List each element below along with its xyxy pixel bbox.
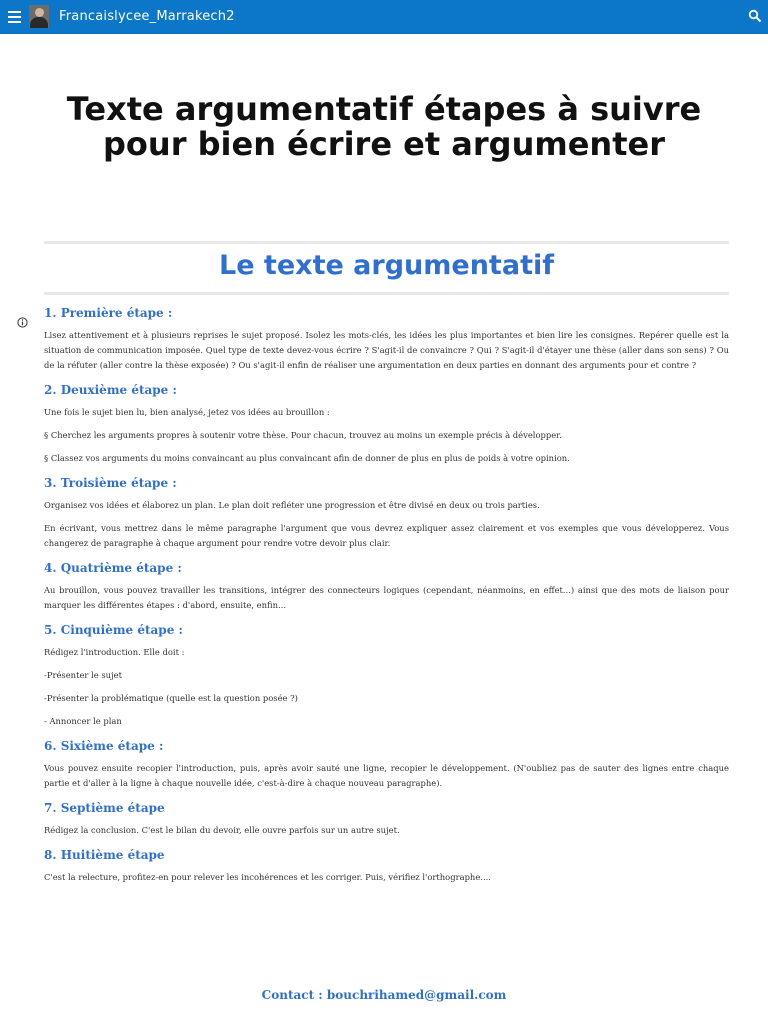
contact-email-link[interactable]: Contact : bouchrihamed@gmail.com	[261, 988, 507, 1002]
step-6-paragraph-1: Vous pouvez ensuite recopier l'introduction, puis, après avoir sauté une ligne, recopier le développement. (N'oubliez pas de sauter des lignes entre chaque partie et d'aller à la ligne à chaque nouvelle idée, c'est-à-dire à chaque nouveau paragraphe).	[44, 763, 729, 788]
step-4-title: 4. Quatrième étape :	[44, 561, 182, 575]
step-7-paragraph-1: Rédigez la conclusion. C'est le bilan du devoir, elle ouvre parfois sur un autre sujet.	[44, 825, 400, 835]
page-title-line-2: pour bien écrire et argumenter	[103, 125, 665, 163]
info-icon[interactable]	[17, 317, 28, 328]
step-5-paragraph-4: - Annoncer le plan	[44, 716, 122, 726]
step-1-title: 1. Première étape :	[44, 306, 173, 320]
step-5-paragraph-1: Rédigez l'introduction. Elle doit :	[44, 647, 185, 657]
bottom-divider	[44, 292, 729, 295]
step-5-paragraph-2: -Présenter le sujet	[44, 670, 122, 680]
article-content	[44, 306, 729, 885]
step-3-paragraph-2: En écrivant, vous mettrez dans le même paragraphe l'argument que vous devrez expliquer assez clairement et vos exemples que vous développerez. Vous changerez de paragraphe à chaque argument pour rendre votre devoir plus clair.	[44, 523, 729, 548]
step-2-paragraph-2: § Cherchez les arguments propres à soutenir votre thèse. Pour chacun, trouvez au moins un exemple précis à développer.	[44, 430, 562, 440]
page-title	[44, 92, 724, 162]
step-7-title: 7. Septième étape	[44, 801, 165, 815]
step-3-title: 3. Troisième étape :	[44, 476, 177, 490]
hamburger-menu-icon[interactable]	[8, 11, 21, 23]
search-icon[interactable]	[748, 9, 762, 23]
step-1-paragraph-1: Lisez attentivement et à plusieurs reprises le sujet proposé. Isolez les mots-clés, les idées les plus importantes et bien lire les consignes. Repérer quelle est la situation de communication imposée. Quel type de texte devez-vous écrire ? S'agit-il de convaincre ? Qui ? S'agit-il d'étayer une thèse (aller dans son sens) ? Ou de la réfuter (aller contre la thèse exposée) ? Ou s'agit-il enfin de réaliser une argumentation en deux parties en donnant des arguments pour et contre ?	[44, 330, 729, 370]
step-2-paragraph-3: § Classez vos arguments du moins convaincant au plus convaincant afin de donner de plus en plus de poids à votre opinion.	[44, 453, 570, 463]
avatar[interactable]	[29, 5, 49, 28]
step-2-title: 2. Deuxième étape :	[44, 383, 177, 397]
step-2-paragraph-1: Une fois le sujet bien lu, bien analysé, jetez vos idées au brouillon :	[44, 407, 330, 417]
step-6-title: 6. Sixième étape :	[44, 739, 164, 753]
step-8-paragraph-1: C'est la relecture, profitez-en pour relever les incohérences et les corriger. Puis, vérifiez l'orthographe....	[44, 872, 491, 882]
site-title[interactable]: Francaislycee_Marrakech2	[59, 9, 235, 24]
step-5-paragraph-3: -Présenter la problématique (quelle est la question posée ?)	[44, 693, 298, 703]
step-4-paragraph-1: Au brouillon, vous pouvez travailler les transitions, intégrer des connecteurs logiques (cependant, néanmoins, en effet...) ainsi que des mots de liaison pour marquer les différentes étapes : d'abord, ensuite, enfin...	[44, 585, 729, 610]
top-divider	[44, 241, 729, 244]
step-5-title: 5. Cinquième étape :	[44, 623, 183, 637]
top-app-bar	[0, 0, 768, 34]
section-title: Le texte argumentatif	[219, 250, 554, 281]
step-8-title: 8. Huitième étape	[44, 848, 165, 862]
step-3-paragraph-1: Organisez vos idées et élaborez un plan. Le plan doit refléter une progression et être divisé en deux ou trois parties.	[44, 500, 540, 510]
page-title-line-1: Texte argumentatif étapes à suivre	[66, 90, 702, 128]
